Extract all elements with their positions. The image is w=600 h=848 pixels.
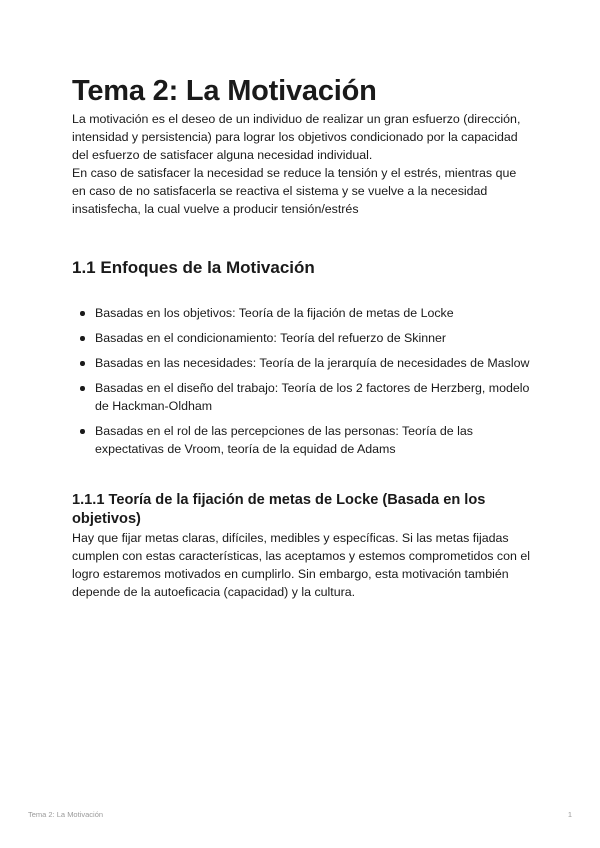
intro-paragraph: La motivación es el deseo de un individuo de realizar un gran esfuerzo (dirección, intensidad y persistencia) para lograr los objetivos condicionado por la capacidad del esfuerzo de satisfacer alguna necesidad individual. — [72, 112, 521, 162]
page-content — [72, 72, 532, 601]
list-item — [95, 422, 532, 458]
bullet-icon — [80, 311, 85, 316]
second-paragraph: En caso de satisfacer la necesidad se reduce la tensión y el estrés, mientras que en caso de no satisfacerla se reactiva el sistema y se vuelve a la necesidad insatisfecha, la cual vuelve a producir tensión/estrés — [72, 166, 517, 216]
section-heading: 1.1 Enfoques de la Motivación — [72, 258, 315, 277]
bullet-icon — [80, 429, 85, 434]
list-item-text: Basadas en el rol de las percepciones de las personas: Teoría de las expectativas de Vroom, teoría de la equidad de Adams — [95, 424, 473, 456]
list-item — [95, 304, 532, 322]
page-number: 1 — [567, 810, 572, 819]
bullet-icon — [80, 386, 85, 391]
footer-title: Tema 2: La Motivación — [28, 810, 104, 819]
list-item — [95, 354, 532, 372]
list-item — [95, 329, 532, 347]
bullet-icon — [80, 361, 85, 366]
list-item-text: Basadas en el condicionamiento: Teoría del refuerzo de Skinner — [95, 331, 447, 345]
approaches-list — [72, 304, 532, 458]
list-item — [95, 379, 532, 415]
list-item-text: Basadas en los objetivos: Teoría de la fijación de metas de Locke — [95, 306, 454, 320]
locke-paragraph: Hay que fijar metas claras, difíciles, medibles y específicas. Si las metas fijadas cumplen con estas características, las aceptamos y estemos comprometidos con el logro estaremos motivados en cumplirlo. Sin embargo, esta motivación también depende de la autoeficacia (capacidad) y la cultura. — [72, 531, 530, 599]
subsection-heading: 1.1.1 Teoría de la fijación de metas de Locke (Basada en los objetivos) — [72, 492, 486, 527]
page-title: Tema 2: La Motivación — [72, 75, 377, 107]
bullet-icon — [80, 336, 85, 341]
list-item-text: Basadas en las necesidades: Teoría de la jerarquía de necesidades de Maslow — [95, 356, 530, 370]
list-item-text: Basadas en el diseño del trabajo: Teoría de los 2 factores de Herzberg, modelo de Hackman-Oldham — [95, 381, 530, 413]
